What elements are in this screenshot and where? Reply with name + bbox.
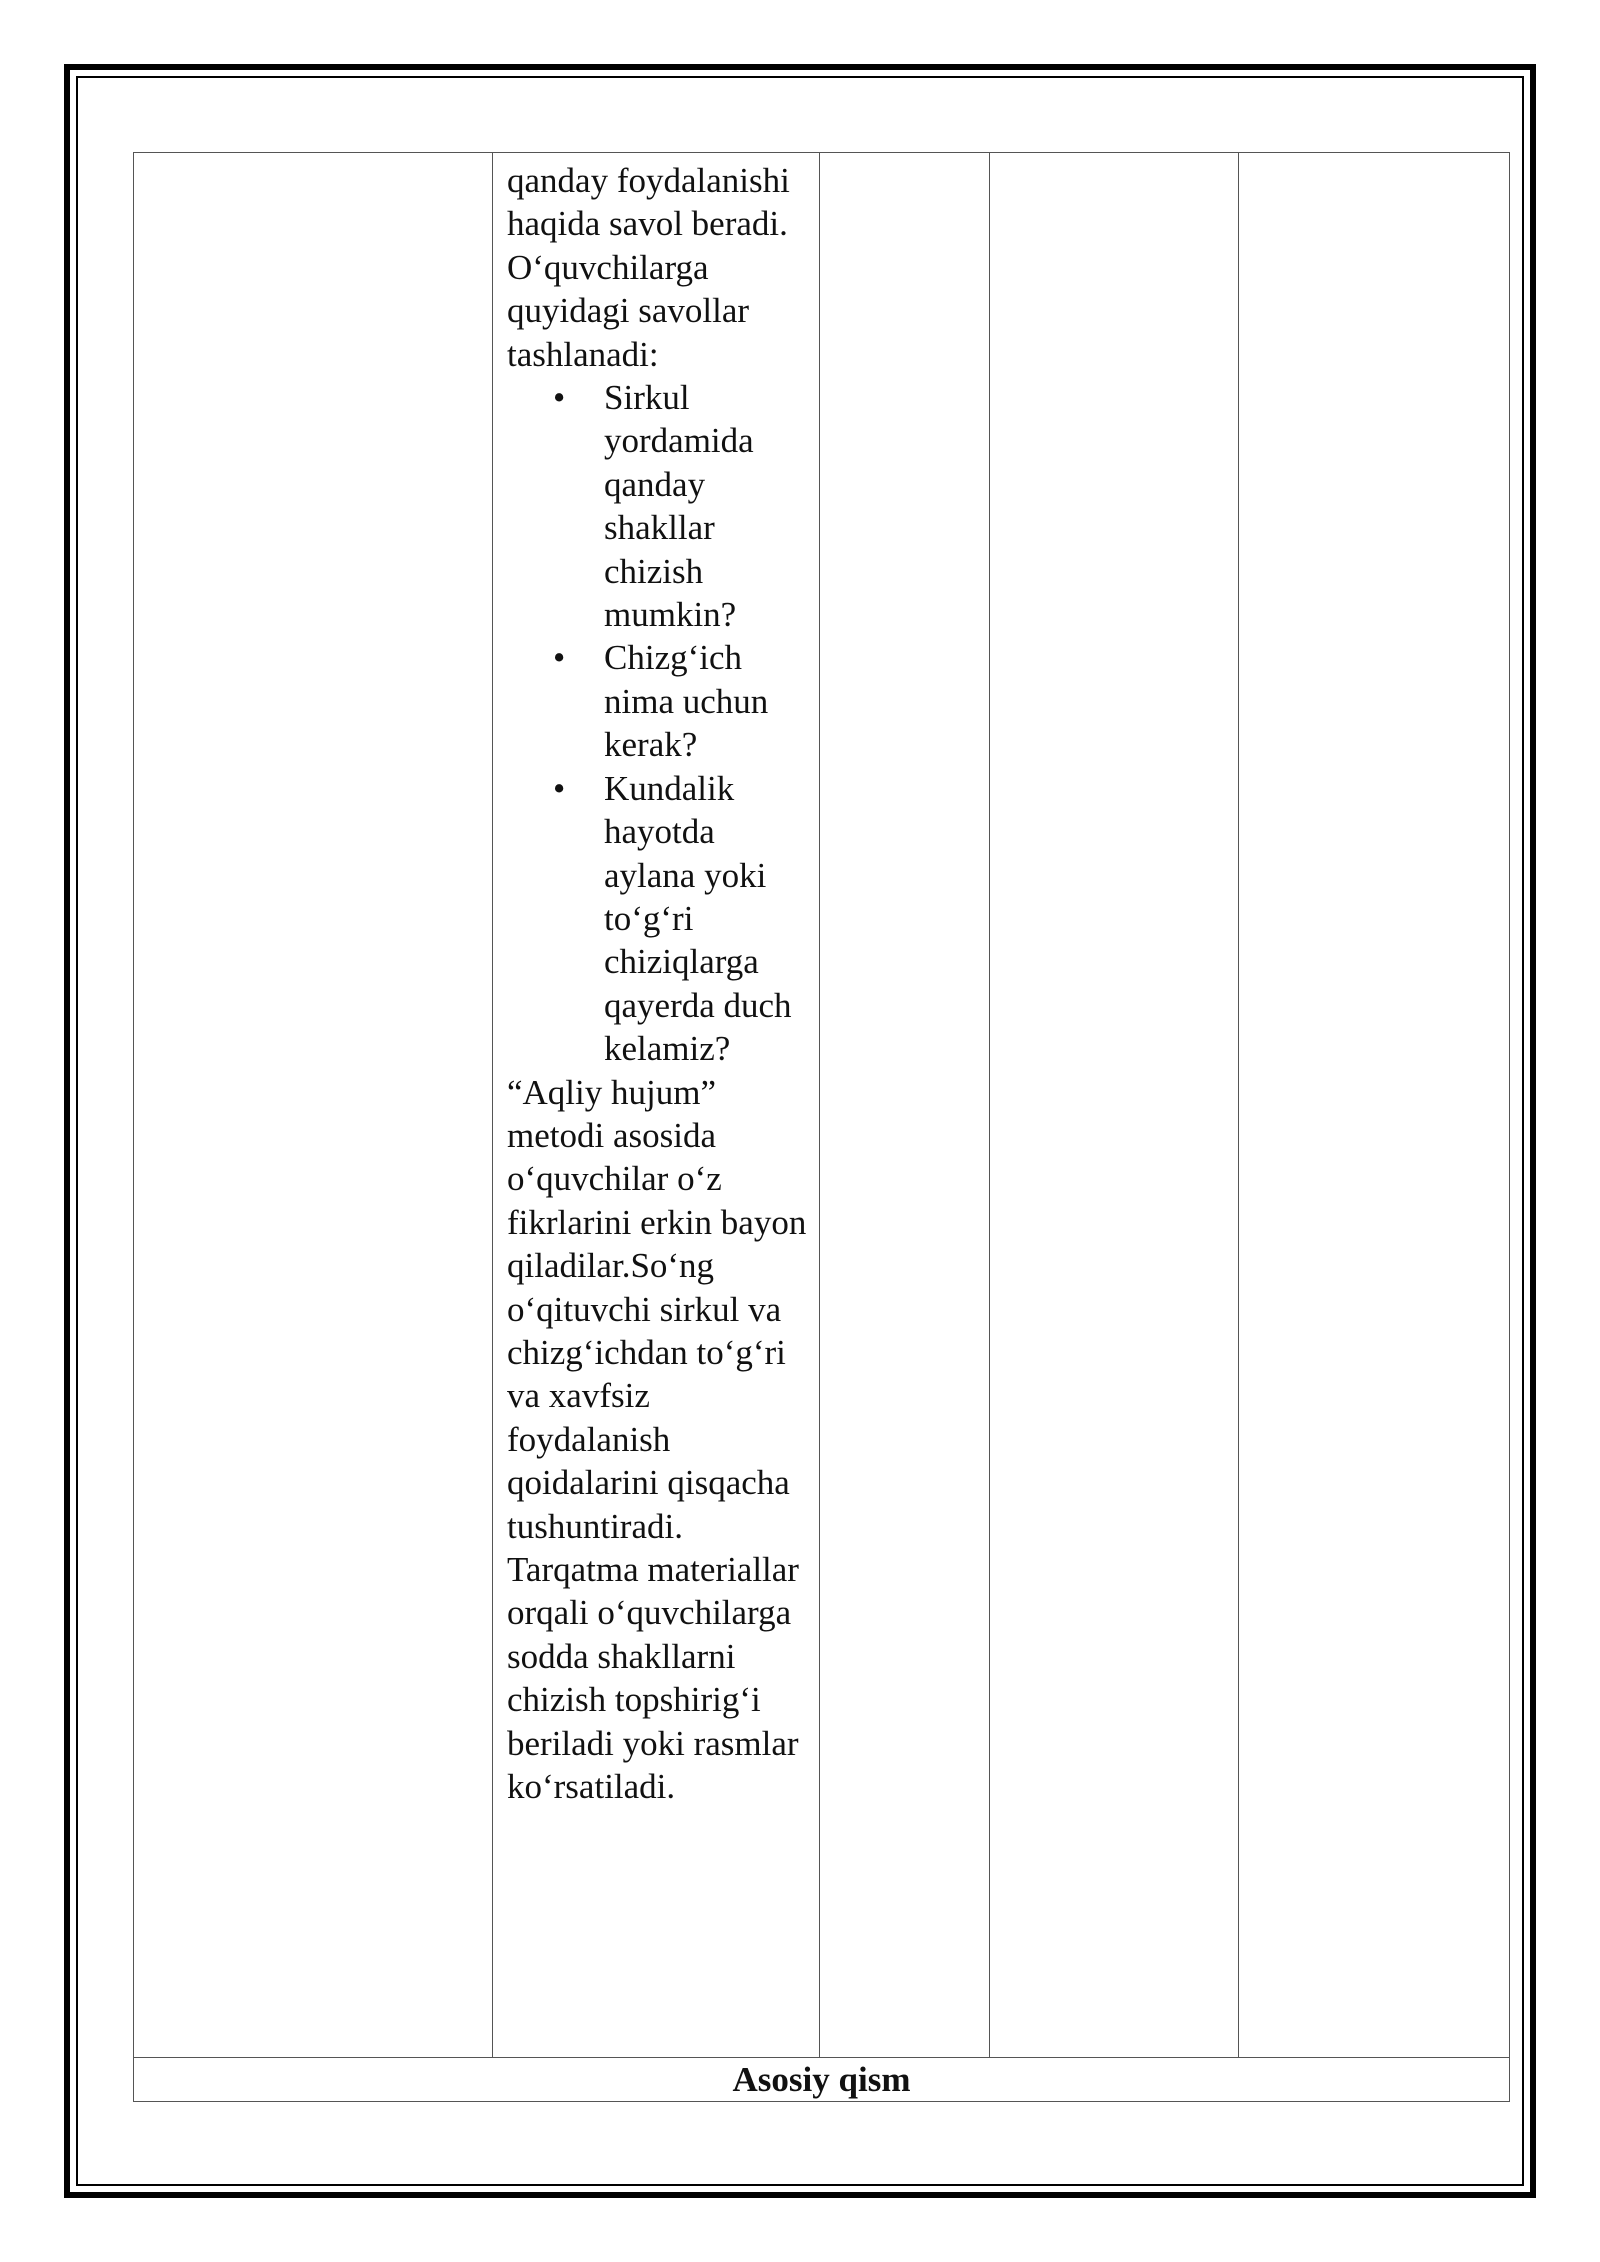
question-text: Chizg‘ich nima uchun kerak? <box>604 638 769 765</box>
stage-cell <box>134 153 493 2058</box>
section-heading: Asosiy qism <box>134 2058 1510 2102</box>
method-cell <box>990 153 1239 2058</box>
table-row <box>134 153 1510 2058</box>
question-item <box>553 636 807 766</box>
question-item <box>553 767 807 1071</box>
bullet-icon: • <box>553 768 566 808</box>
closing-paragraph: “Aqliy hujum” metodi asosida o‘quvchilar o‘z fikrlarini erkin bayon qiladilar.So‘ng o‘qituvchi sirkul va chizg‘ichdan to‘g‘ri va xavfsiz foydalanish qoidalarini qisqacha tushuntiradi. Tarqatma materiallar orqali o‘quvchilarga sodda shakllarni chizish topshirig‘i beriladi yoki rasmlar ko‘rsatiladi. <box>507 1072 807 1807</box>
question-text: Kundalik hayotda aylana yoki to‘g‘ri chiziqlarga qayerda duch kelamiz? <box>604 768 792 1069</box>
bullet-icon: • <box>553 378 566 418</box>
lesson-plan-table <box>133 152 1510 2102</box>
question-item <box>553 376 807 636</box>
question-text: Sirkul yordamida qanday shakllar chizish mumkin? <box>604 378 754 635</box>
question-list <box>507 376 807 1071</box>
section-row <box>134 2058 1510 2102</box>
intro-paragraph: qanday foydalanishi haqida savol beradi. O‘quvchilarga quyidagi savollar tashlanadi: <box>507 161 790 374</box>
time-cell <box>1239 153 1510 2058</box>
bullet-icon: • <box>553 638 566 678</box>
student-activity-cell <box>820 153 990 2058</box>
teacher-activity-cell <box>493 153 820 2058</box>
